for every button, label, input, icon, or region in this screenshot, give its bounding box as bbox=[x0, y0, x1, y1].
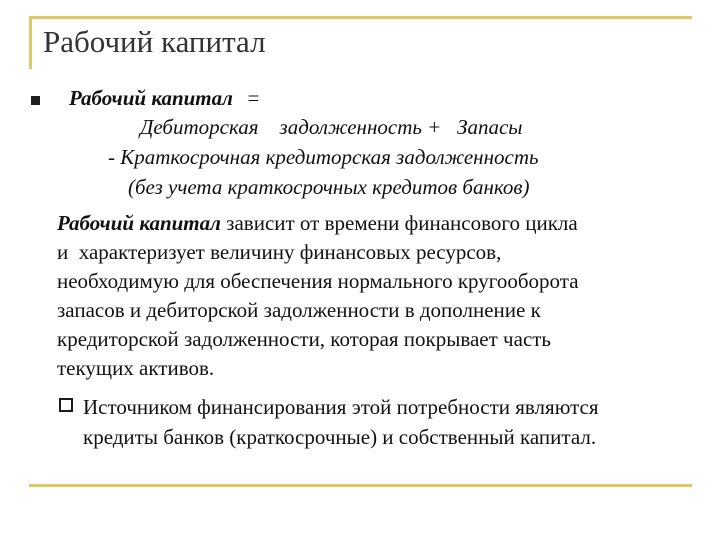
paragraph-line-1-rest: зависит от времени финансового цикла bbox=[220, 211, 578, 235]
square-bullet-icon bbox=[31, 96, 40, 105]
paragraph-line-5: кредиторской задолженности, которая покрывает часть bbox=[57, 327, 552, 351]
top-rule bbox=[29, 16, 692, 19]
formula-lhs: Рабочий капитал bbox=[69, 86, 233, 110]
note-line-1: Источником финансирования этой потребности являются bbox=[83, 395, 599, 419]
bottom-rule bbox=[29, 484, 692, 487]
formula-line-2: Дебиторская задолженность + Запасы bbox=[140, 115, 523, 139]
formula-line-1 bbox=[69, 88, 260, 109]
paragraph-lead: Рабочий капитал bbox=[57, 211, 221, 235]
paragraph-line-2: и характеризует величину финансовых ресурсов, bbox=[57, 240, 502, 264]
paragraph-line-1 bbox=[57, 213, 578, 234]
left-accent-rule bbox=[29, 16, 32, 69]
formula-line-4: (без учета краткосрочных кредитов банков) bbox=[128, 175, 530, 199]
paragraph-line-6: текущих активов. bbox=[57, 356, 215, 380]
formula-equals: = bbox=[246, 86, 261, 110]
note-line-2: кредиты банков (краткосрочные) и собственный капитал. bbox=[83, 425, 597, 449]
paragraph-line-4: запасов и дебиторской задолженности в дополнение к bbox=[57, 298, 541, 322]
slide-title: Рабочий капитал bbox=[43, 24, 266, 59]
formula-line-3: - Краткосрочная кредиторская задолженность bbox=[108, 145, 539, 169]
checkbox-bullet-icon bbox=[59, 398, 73, 412]
paragraph-line-3: необходимую для обеспечения нормального кругооборота bbox=[57, 269, 579, 293]
